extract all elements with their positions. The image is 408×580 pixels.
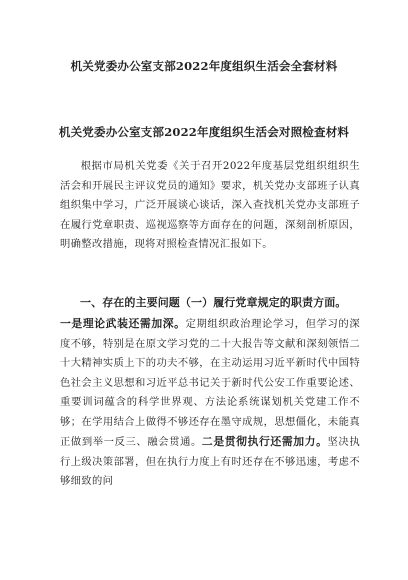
intro-paragraph: 根据市局机关党委《关于召开2022年度基层党组织组织生活会和开展民主评议党员的通知》要求，机关党办支部班子认真组织集中学习，广泛开展谈心谈话，深入查找机关党办支部班子在履行党章职责、巡视巡察等方面存在的问题，深刻剖析原因，明确整改措施，现将对照检查情况汇报如下。 — [60, 160, 360, 250]
problems-paragraph — [60, 314, 360, 492]
document-title: 机关党委办公室支部2022年度组织生活会全套材料 — [70, 59, 338, 73]
problems-heading: 一、存在的主要问题（一）履行党章规定的职责方面。 — [80, 296, 347, 309]
point-one-label: 一是理论武装还需加深。 — [60, 317, 186, 330]
point-two-label: 二是贯彻执行还需加力。 — [201, 435, 328, 448]
section-title: 机关党委办公室支部2022年度组织生活会对照检查材料 — [58, 125, 350, 139]
point-one-text: 定期组织政治理论学习，但学习的深度不够，特别是在原文学习党的二十大报告等文献和深刻领悟二十大精神实质上下的功夫不够，在主动运用习近平新时代中国特色社会主义思想和习近平总书记关于新时代公安工作重要论述、重要训词蕴含的科学世界观、方法论系统谋划机关党建工作不够；在学用结合上做得不够还存在墨守成规，思想僵化，未能真正做到举一反三、融会贯通。 — [60, 318, 360, 448]
point-two-text: 坚决执行上级决策部署，但在执行力度上有时还存在不够迅速，考虑不够细致的问 — [60, 436, 360, 487]
